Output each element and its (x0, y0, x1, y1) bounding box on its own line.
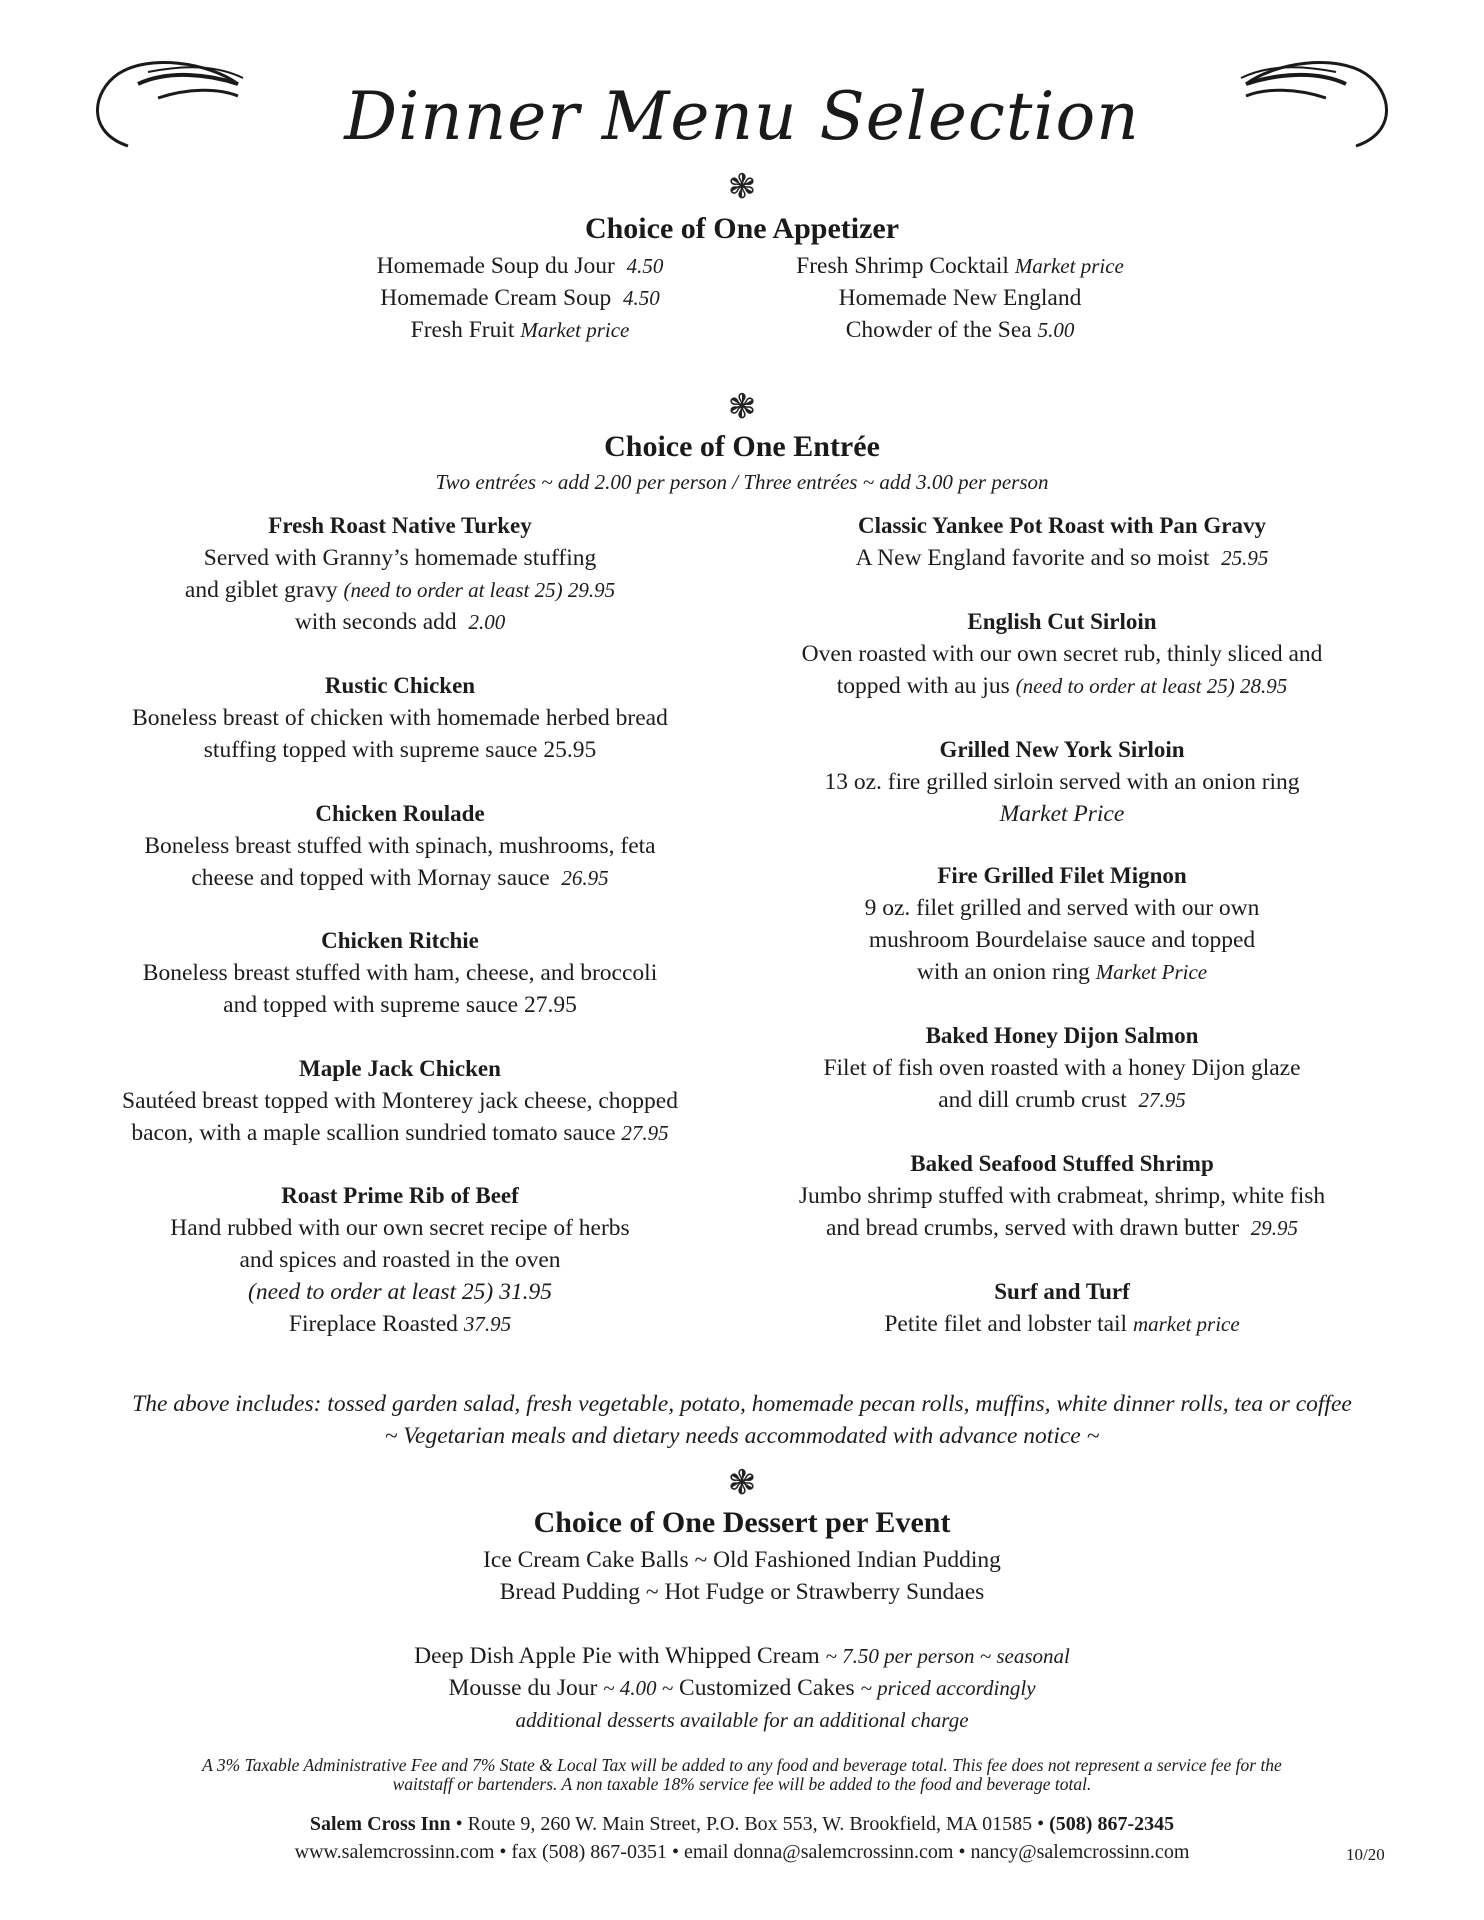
entree-item: Rustic Chicken Boneless breast of chicken with homemade herbed bread stuffing topped with supreme sauce 25.95 (132, 673, 668, 763)
website-link[interactable]: www.salemcrossinn.com (294, 1841, 495, 1863)
appetizer-item: Chowder of the Sea 5.00 (845, 317, 1075, 343)
includes-note: The above includes: tossed garden salad, fresh vegetable, potato, homemade pecan rolls, muffins, white dinner rolls, tea or coffee ~ Vegetarian meals and dietary needs accommodated with advance notice ~ (132, 1391, 1352, 1449)
entree-item: Classic Yankee Pot Roast with Pan Gravy A New England favorite and so moist 25.95 (855, 513, 1269, 571)
contact-line-1: Salem Cross Inn • Route 9, 260 W. Main Street, P.O. Box 553, W. Brookfield, MA 01585 • (508) 867-2345 (309, 1813, 1175, 1835)
entree-left-column (60, 510, 740, 1340)
appetizer-right-column (740, 250, 1180, 346)
dessert-heading: Choice of One Dessert per Event (533, 1506, 951, 1539)
appetizer-item: Homemade Soup du Jour 4.50 (376, 253, 664, 279)
contact-line-2: www.salemcrossinn.com • fax (508) 867-0351 • email donna@salemcrossinn.com • nancy@salemcrossinn.com (294, 1841, 1190, 1863)
entree-item: Baked Honey Dijon Salmon Filet of fish oven roasted with a honey Dijon glaze and dill crumb crust 27.95 (823, 1023, 1301, 1113)
email-donna-link[interactable]: email donna@salemcrossinn.com (683, 1841, 954, 1863)
asterisk-ornament-icon: ❃ (727, 1463, 757, 1503)
appetizer-item: Homemade New England (838, 285, 1082, 311)
entree-item: Roast Prime Rib of Beef Hand rubbed with our own secret recipe of herbs and spices and roasted in the oven (need to order at least 25) 31.95 Fireplace Roasted 37.95 (170, 1183, 630, 1337)
version-code: 10/20 (1346, 1845, 1385, 1864)
fax-number: fax (508) 867-0351 (511, 1841, 667, 1863)
appetizer-item: Homemade Cream Soup 4.50 (380, 285, 660, 311)
entree-item: English Cut Sirloin Oven roasted with our own secret rub, thinly sliced and topped with au jus (need to order at least 25) 28.95 (801, 609, 1323, 699)
entree-note: Two entrées ~ add 2.00 per person / Three entrées ~ add 3.00 per person (435, 470, 1049, 494)
entree-item: Baked Seafood Stuffed Shrimp Jumbo shrimp stuffed with crabmeat, shrimp, white fish and bread crumbs, served with drawn butter 29.95 (798, 1151, 1326, 1241)
entree-item: Chicken Roulade Boneless breast stuffed with spinach, mushrooms, feta cheese and topped with Mornay sauce 26.95 (144, 801, 656, 891)
entree-item: Maple Jack Chicken Sautéed breast topped with Monterey jack cheese, chopped bacon, with a maple scallion sundried tomato sauce 27.95 (122, 1056, 678, 1146)
entree-item: Fresh Roast Native Turkey Served with Granny’s homemade stuffing and giblet gravy (need to order at least 25) 29.95 with seconds add 2.00 (184, 513, 616, 635)
phone-number[interactable]: (508) 867-2345 (1049, 1813, 1175, 1835)
inn-name: Salem Cross Inn (309, 1813, 451, 1835)
entree-item: Grilled New York Sirloin 13 oz. fire grilled sirloin served with an onion ring Market Price (824, 737, 1300, 827)
asterisk-ornament-icon: ❃ (727, 387, 757, 427)
page-title: Dinner Menu Selection (344, 78, 1140, 155)
address: Route 9, 260 W. Main Street, P.O. Box 553, W. Brookfield, MA 01585 (467, 1813, 1033, 1835)
asterisk-ornament-icon: ❃ (727, 167, 757, 207)
entree-item: Chicken Ritchie Boneless breast stuffed with ham, cheese, and broccoli and topped with supreme sauce 27.95 (142, 928, 658, 1018)
dessert-list: Ice Cream Cake Balls ~ Old Fashioned Indian Pudding Bread Pudding ~ Hot Fudge or Strawberry Sundaes Deep Dish Apple Pie with Whipped Cream ~ 7.50 per person ~ seasonal Mousse du Jour ~ 4.00 ~ Customized Cakes ~ priced accordingly additional desserts available for an additional charge (414, 1547, 1070, 1732)
entree-item: Surf and Turf Petite filet and lobster tail market price (884, 1279, 1240, 1337)
entree-heading: Choice of One Entrée (604, 430, 880, 463)
appetizer-item: Fresh Fruit Market price (410, 317, 630, 343)
appetizer-heading: Choice of One Appetizer (584, 212, 900, 245)
appetizer-item: Fresh Shrimp Cocktail Market price (796, 253, 1124, 279)
entree-item: Fire Grilled Filet Mignon 9 oz. filet grilled and served with our own mushroom Bourdelaise sauce and topped with an onion ring Market Price (864, 863, 1260, 985)
email-nancy-link[interactable]: nancy@salemcrossinn.com (970, 1841, 1190, 1863)
entree-right-column (722, 510, 1402, 1340)
fee-note: A 3% Taxable Administrative Fee and 7% State & Local Tax will be added to any food and beverage total. This fee does not represent a service fee for the waitstaff or bartenders. A non taxable 18% service fee will be added to the food and beverage total. (202, 1755, 1282, 1794)
appetizer-left-column (300, 250, 740, 346)
